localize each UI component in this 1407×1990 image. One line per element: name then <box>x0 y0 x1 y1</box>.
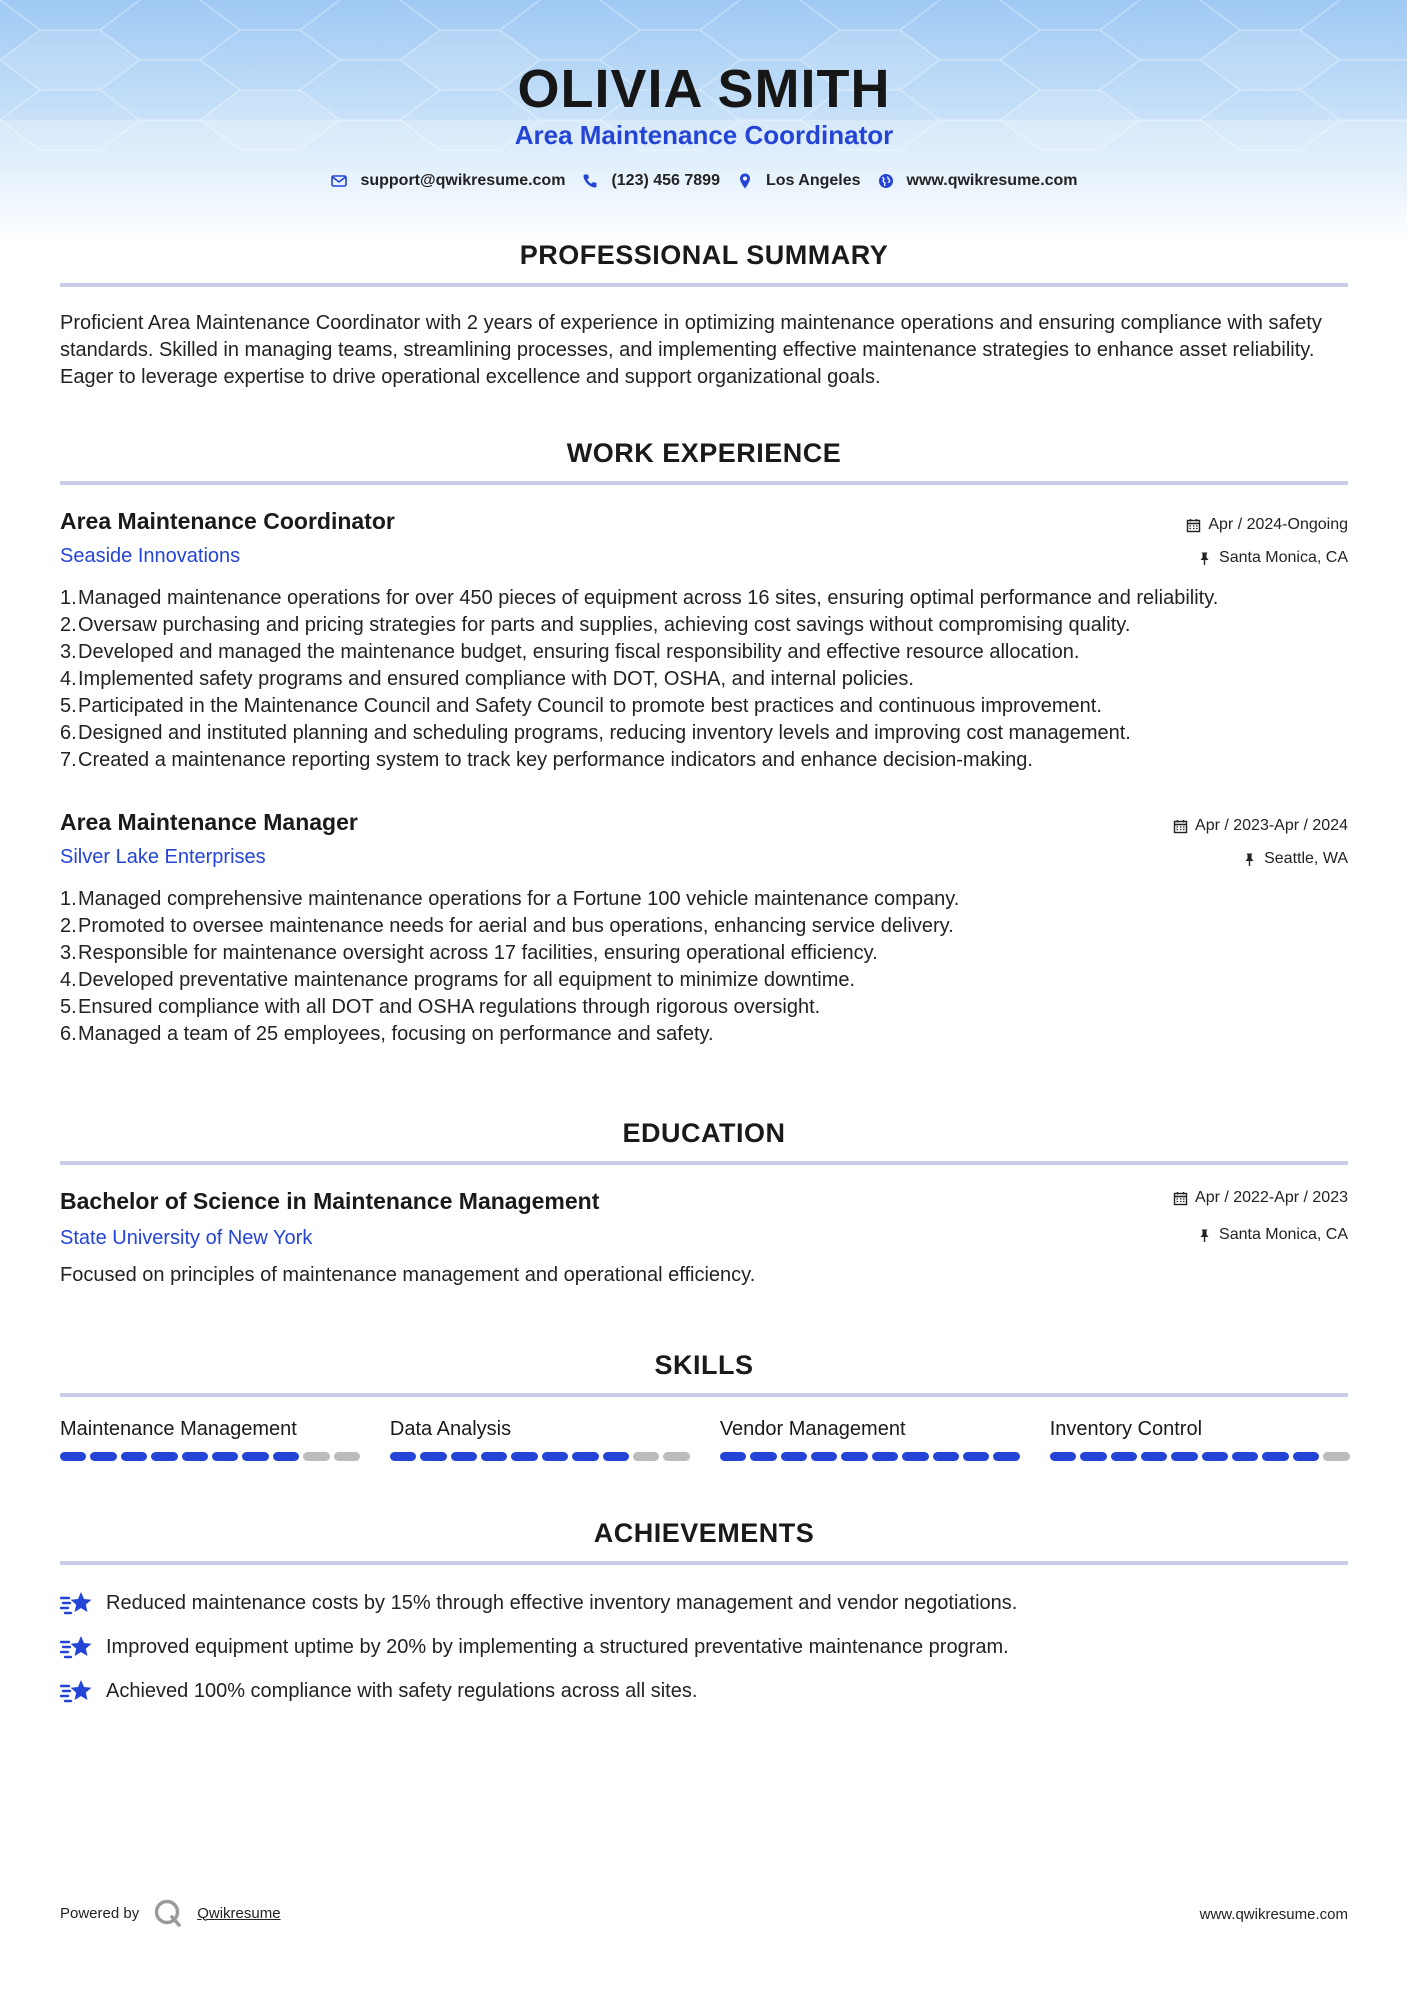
skills-divider <box>60 1393 1348 1397</box>
skill-dot-filled <box>993 1452 1019 1461</box>
skill-dot-filled <box>902 1452 928 1461</box>
skill-dot-filled <box>151 1452 177 1461</box>
skill-item <box>390 1418 690 1461</box>
skill-dot-filled <box>1171 1452 1197 1461</box>
job-location <box>1242 850 1348 868</box>
achievements-heading: ACHIEVEMENTS <box>593 1518 815 1548</box>
skill-dot-filled <box>542 1452 568 1461</box>
globe-icon <box>877 172 895 190</box>
contact-phone[interactable] <box>581 172 720 190</box>
list-item: 2. Oversaw purchasing and pricing strategies for parts and supplies, achieving cost savings without compromising quality. <box>60 614 1131 636</box>
job-title: Area Maintenance Coordinator <box>60 508 395 534</box>
footer-powered-by <box>60 1898 281 1928</box>
calendar-icon <box>1173 819 1188 834</box>
list-item: 4. Implemented safety programs and ensured compliance with DOT, OSHA, and internal policies. <box>60 668 914 690</box>
education-heading: EDUCATION <box>622 1118 786 1148</box>
job-dates <box>1173 817 1348 835</box>
star-icon <box>60 1632 94 1662</box>
list-item: 3. Responsible for maintenance oversight across 17 facilities, ensuring operational efficiency. <box>60 942 878 964</box>
skill-dot-empty <box>303 1452 329 1461</box>
contact-location <box>736 172 861 190</box>
contact-email[interactable] <box>330 172 565 190</box>
skill-dot-filled <box>1050 1452 1076 1461</box>
list-item: 6. Managed a team of 25 employees, focusing on performance and safety. <box>60 1023 714 1045</box>
list-item: 5. Ensured compliance with all DOT and OSHA regulations through rigorous oversight. <box>60 996 821 1018</box>
skill-dot-filled <box>1141 1452 1167 1461</box>
job-location-text: Santa Monica, CA <box>1219 549 1348 566</box>
list-item: 1. Managed comprehensive maintenance operations for a Fortune 100 vehicle maintenance company. <box>60 888 960 910</box>
skill-dot-filled <box>750 1452 776 1461</box>
education-dates <box>1173 1189 1348 1207</box>
qwikresume-link[interactable]: Qwikresume <box>197 1904 281 1922</box>
email-text: support@qwikresume.com <box>360 172 566 189</box>
pushpin-icon <box>1197 1228 1212 1243</box>
skill-dot-filled <box>182 1452 208 1461</box>
powered-by-label: Powered by <box>60 1904 140 1922</box>
school-name: State University of New York <box>60 1227 313 1249</box>
skill-dot-filled <box>1111 1452 1137 1461</box>
skill-name: Vendor Management <box>719 1418 906 1440</box>
achievement-text: Achieved 100% compliance with safety regulations across all sites. <box>106 1679 698 1702</box>
skill-dot-empty <box>1323 1452 1349 1461</box>
footer-website[interactable]: www.qwikresume.com <box>1199 1906 1348 1923</box>
list-item: 7. Created a maintenance reporting system to track key performance indicators and enhance decision-making. <box>60 749 1033 771</box>
pushpin-icon <box>1242 852 1257 867</box>
achievements-divider <box>60 1561 1348 1565</box>
skill-item <box>720 1418 1020 1461</box>
skill-dot-filled <box>572 1452 598 1461</box>
education-location <box>1197 1226 1348 1244</box>
skill-dot-filled <box>811 1452 837 1461</box>
skill-dot-filled <box>933 1452 959 1461</box>
contact-bar <box>60 172 1348 190</box>
summary-text: Proficient Area Maintenance Coordinator with 2 years of experience in optimizing maintenance operations and ensuring compliance with safety standards. Skilled in managing teams, streamlining processes, and implementing effective maintenance strategies to enhance asset reliability. Eager to leverage expertise to drive operational excellence and support organizational goals. <box>60 312 1322 388</box>
skill-rating <box>720 1452 1020 1461</box>
list-item: 4. Developed preventative maintenance programs for all equipment to minimize downtime. <box>60 969 856 991</box>
skill-dot-filled <box>212 1452 238 1461</box>
skill-dot-filled <box>511 1452 537 1461</box>
achievement-text: Improved equipment uptime by 20% by implementing a structured preventative maintenance program. <box>106 1635 1009 1658</box>
education-description: Focused on principles of maintenance management and operational efficiency. <box>60 1264 756 1286</box>
summary-heading: PROFESSIONAL SUMMARY <box>519 240 889 270</box>
education-divider <box>60 1161 1348 1165</box>
job-location-text: Seattle, WA <box>1264 850 1348 867</box>
calendar-icon <box>1186 518 1201 533</box>
star-icon <box>60 1588 94 1618</box>
experience-divider <box>60 481 1348 485</box>
phone-text: (123) 456 7899 <box>611 172 720 189</box>
skill-rating <box>1050 1452 1350 1461</box>
skill-dot-empty <box>663 1452 689 1461</box>
skill-dot-filled <box>720 1452 746 1461</box>
company-name: Silver Lake Enterprises <box>60 846 266 868</box>
job-dates-text: Apr / 2023-Apr / 2024 <box>1195 817 1348 834</box>
skill-item <box>60 1418 360 1461</box>
job-location <box>1197 549 1348 567</box>
skill-dot-filled <box>451 1452 477 1461</box>
skill-name: Maintenance Management <box>60 1418 297 1440</box>
education-dates-text: Apr / 2022-Apr / 2023 <box>1195 1189 1348 1206</box>
education-location-text: Santa Monica, CA <box>1219 1226 1348 1243</box>
skill-dot-filled <box>420 1452 446 1461</box>
skill-dot-empty <box>334 1452 360 1461</box>
qwikresume-logo-icon <box>153 1898 183 1928</box>
skill-dot-filled <box>1080 1452 1106 1461</box>
skill-name: Inventory Control <box>1049 1418 1203 1440</box>
envelope-icon <box>330 172 348 190</box>
skill-dot-filled <box>481 1452 507 1461</box>
skill-dot-filled <box>242 1452 268 1461</box>
job-dates-text: Apr / 2024-Ongoing <box>1208 516 1348 533</box>
experience-heading: WORK EXPERIENCE <box>566 438 842 468</box>
skill-item <box>1050 1418 1350 1461</box>
company-name: Seaside Innovations <box>60 545 241 567</box>
list-item: 2. Promoted to oversee maintenance needs for aerial and bus operations, enhancing service delivery. <box>60 915 954 937</box>
list-item: 3. Developed and managed the maintenance budget, ensuring fiscal responsibility and effective resource allocation. <box>60 641 1080 663</box>
skill-dot-filled <box>273 1452 299 1461</box>
pushpin-icon <box>1197 551 1212 566</box>
achievement-item <box>60 1632 1009 1662</box>
contact-website[interactable] <box>877 172 1078 190</box>
job-dates <box>1186 516 1348 534</box>
job-bullets <box>60 585 1348 774</box>
skill-dot-filled <box>872 1452 898 1461</box>
skill-dot-filled <box>1262 1452 1288 1461</box>
job-bullets <box>60 886 1348 1048</box>
list-item: 1. Managed maintenance operations for over 450 pieces of equipment across 16 sites, ensuring optimal performance and reliability. <box>60 587 1219 609</box>
degree-title: Bachelor of Science in Maintenance Management <box>60 1188 600 1214</box>
skill-dot-filled <box>1232 1452 1258 1461</box>
website-text: www.qwikresume.com <box>906 172 1078 189</box>
achievement-item <box>60 1676 697 1706</box>
job-title: Area Maintenance Manager <box>60 809 358 835</box>
summary-divider <box>60 283 1348 287</box>
skill-rating <box>60 1452 360 1461</box>
skill-dot-filled <box>603 1452 629 1461</box>
skill-dot-empty <box>633 1452 659 1461</box>
calendar-icon <box>1173 1191 1188 1206</box>
skill-dot-filled <box>390 1452 416 1461</box>
skill-dot-filled <box>90 1452 116 1461</box>
list-item: 5. Participated in the Maintenance Council and Safety Council to promote best practices and continuous improvement. <box>60 695 1102 717</box>
phone-icon <box>581 172 599 190</box>
skill-dot-filled <box>841 1452 867 1461</box>
skill-dot-filled <box>1202 1452 1228 1461</box>
map-pin-icon <box>736 172 754 190</box>
star-icon <box>60 1676 94 1706</box>
list-item: 6. Designed and instituted planning and scheduling programs, reducing inventory levels and improving cost management. <box>60 722 1131 744</box>
skill-name: Data Analysis <box>389 1418 512 1440</box>
skill-dot-filled <box>60 1452 86 1461</box>
skill-dot-filled <box>121 1452 147 1461</box>
candidate-role: Area Maintenance Coordinator <box>514 120 894 150</box>
skills-heading: SKILLS <box>654 1350 754 1380</box>
location-text: Los Angeles <box>765 172 861 189</box>
achievement-text: Reduced maintenance costs by 15% through effective inventory management and vendor negotiations. <box>106 1591 1018 1614</box>
candidate-name: OLIVIA SMITH <box>517 59 891 119</box>
skill-dot-filled <box>963 1452 989 1461</box>
skill-dot-filled <box>1293 1452 1319 1461</box>
skills-list <box>60 1418 1348 1461</box>
skill-rating <box>390 1452 690 1461</box>
achievement-item <box>60 1588 1017 1618</box>
skill-dot-filled <box>781 1452 807 1461</box>
